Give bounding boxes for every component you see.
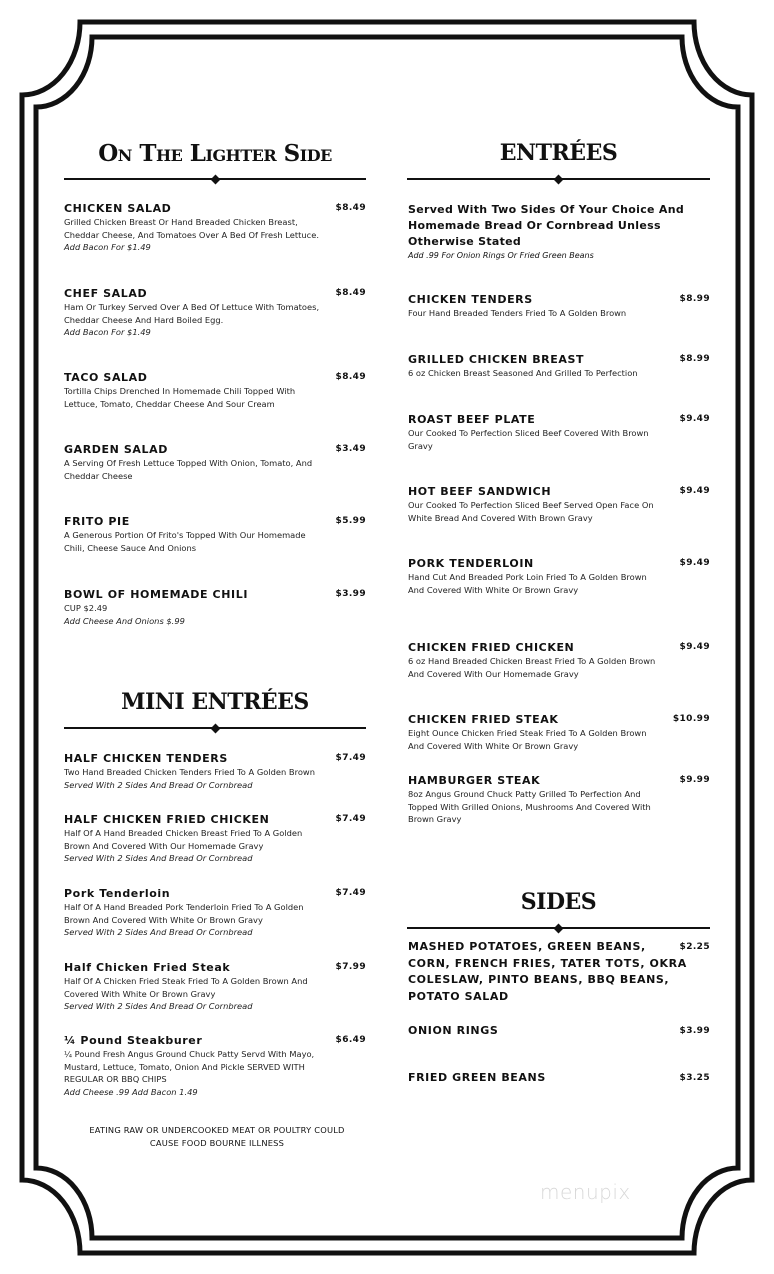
item-description: Lettuce, Tomato, Cheddar Cheese And Sour Cream — [64, 398, 275, 409]
item-description: 6 oz Chicken Breast Seasoned And Grilled To Perfection — [408, 368, 638, 378]
menu-item — [64, 813, 366, 865]
side-item — [408, 939, 710, 1005]
item-note: Add Cheese And Onions $.99 — [64, 615, 185, 626]
item-description: Cheddar Cheese — [64, 470, 133, 481]
menu-item — [408, 713, 710, 752]
item-description: Brown And Covered With White Or Brown Gravy — [64, 914, 263, 925]
item-price: $7.49 — [335, 753, 366, 763]
item-description: Covered With White Or Brown Gravy — [64, 988, 216, 999]
section-title: ENTRÉES — [499, 140, 618, 166]
section-title: On The Lighter Side — [98, 140, 332, 167]
section-title: SIDES — [520, 889, 597, 915]
side-item — [408, 1070, 710, 1087]
item-price: $8.49 — [335, 203, 366, 213]
menu-item — [408, 774, 710, 826]
item-name: PORK TENDERLOIN — [408, 557, 534, 570]
side-name: POTATO SALAD — [408, 989, 509, 1003]
item-description: Half Of A Hand Breaded Chicken Breast Fried To A Golden — [64, 828, 303, 838]
item-description: Chili, Cheese Sauce And Onions — [64, 542, 197, 553]
menu-item — [64, 371, 366, 410]
item-description: Four Hand Breaded Tenders Fried To A Golden Brown — [408, 308, 627, 318]
menu-item — [408, 641, 710, 680]
item-note: Add Cheese .99 Add Bacon 1.49 — [64, 1086, 198, 1097]
item-description: And Covered With White Or Brown Gravy — [408, 740, 579, 751]
item-description: Cheddar Cheese, And Tomatoes Over A Bed Of Fresh Lettuce. — [64, 229, 319, 240]
item-description: Gravy — [408, 440, 433, 451]
item-price: $9.49 — [679, 486, 710, 496]
item-price: $8.49 — [335, 288, 366, 298]
menu-item — [408, 293, 710, 320]
item-description: 6 oz Hand Breaded Chicken Breast Fried To A Golden Brown — [408, 656, 656, 666]
menu-item — [64, 752, 366, 791]
warning-line: CAUSE FOOD BOURNE ILLNESS — [149, 1137, 285, 1148]
item-description: White Bread And Covered With Brown Gravy — [408, 512, 593, 523]
menu-item — [64, 202, 366, 254]
entrees-intro — [408, 202, 708, 262]
item-description: And Covered With White Or Brown Gravy — [408, 584, 579, 595]
item-description: Cheddar Cheese And Hard Boiled Egg. — [64, 314, 224, 325]
menu-item — [64, 961, 366, 1013]
item-price: $8.99 — [679, 354, 710, 364]
item-note: Served With 2 Sides And Bread Or Cornbread — [64, 779, 253, 790]
menu-item — [64, 887, 366, 939]
item-description: Tortilla Chips Drenched In Homemade Chili Topped With — [64, 386, 296, 396]
side-name: FRIED GREEN BEANS — [408, 1071, 546, 1084]
item-name: FRITO PIE — [64, 515, 130, 528]
side-name: COLESLAW, PINTO BEANS, BBQ BEANS, — [408, 973, 670, 986]
item-name: Pork Tenderloin — [64, 887, 171, 900]
item-description: Two Hand Breaded Chicken Tenders Fried To A Golden Brown — [64, 767, 315, 777]
item-description: Ham Or Turkey Served Over A Bed Of Lettuce With Tomatoes, — [64, 302, 320, 312]
item-price: $3.99 — [335, 589, 366, 599]
side-name: CORN, FRENCH FRIES, TATER TOTS, OKRA — [408, 956, 687, 970]
item-name: CHEF SALAD — [64, 287, 148, 300]
item-price: $9.49 — [679, 558, 710, 568]
item-description: Hand Cut And Breaded Pork Loin Fried To A Golden Brown — [408, 572, 647, 582]
item-description: And Covered With Our Homemade Gravy — [408, 668, 579, 679]
item-description: Half Of A Chicken Fried Steak Fried To A Golden Brown And — [64, 976, 308, 986]
menu-item — [408, 353, 710, 380]
food-safety-warning — [64, 1124, 370, 1149]
item-note: Add Bacon For $1.49 — [64, 242, 151, 252]
item-price: $9.49 — [679, 642, 710, 652]
item-name: HOT BEEF SANDWICH — [408, 485, 552, 498]
item-price: $7.49 — [335, 814, 366, 824]
side-name: MASHED POTATOES, GREEN BEANS, — [408, 940, 646, 953]
side-name: ONION RINGS — [408, 1024, 499, 1037]
item-description: ¼ Pound Fresh Angus Ground Chuck Patty Servd With Mayo, — [64, 1049, 315, 1059]
item-price: $3.49 — [335, 444, 366, 454]
warning-line: EATING RAW OR UNDERCOOKED MEAT OR POULTRY COULD — [89, 1125, 345, 1135]
item-name: BOWL OF HOMEMADE CHILI — [64, 588, 249, 601]
watermark-logo: menupix — [540, 1180, 631, 1204]
intro-line: Otherwise Stated — [408, 235, 522, 248]
menu-item — [64, 287, 366, 339]
item-price: $9.99 — [679, 775, 710, 785]
item-note: Served With 2 Sides And Bread Or Cornbread — [64, 1001, 253, 1011]
item-price: $10.99 — [672, 714, 710, 724]
menu-item — [64, 588, 366, 627]
item-description: Brown Gravy — [408, 814, 462, 824]
item-name: HAMBURGER STEAK — [408, 774, 541, 787]
item-note: Add Bacon For $1.49 — [64, 327, 151, 337]
menu-item — [408, 413, 710, 452]
item-description: Our Cooked To Perfection Sliced Beef Served Open Face On — [408, 500, 654, 510]
side-item — [408, 1023, 710, 1040]
menu-item — [64, 1034, 366, 1098]
item-name: CHICKEN FRIED CHICKEN — [408, 641, 575, 654]
item-description: Mustard, Lettuce, Tomato, Onion And Pickle SERVED WITH — [64, 1061, 305, 1072]
item-price: $6.49 — [335, 1035, 366, 1045]
side-price: $3.99 — [679, 1026, 710, 1036]
item-description: Our Cooked To Perfection Sliced Beef Covered With Brown — [408, 428, 649, 438]
item-price: $9.49 — [679, 414, 710, 424]
item-name: GRILLED CHICKEN BREAST — [408, 353, 585, 366]
item-description: A Serving Of Fresh Lettuce Topped With Onion, Tomato, And — [64, 458, 313, 468]
item-name: CHICKEN FRIED STEAK — [408, 713, 559, 726]
item-name: ROAST BEEF PLATE — [408, 413, 536, 426]
item-description: Half Of A Hand Breaded Pork Tenderloin Fried To A Golden — [64, 902, 304, 912]
menu-item — [408, 485, 710, 524]
side-price: $2.25 — [679, 942, 710, 952]
item-note: Served With 2 Sides And Bread Or Cornbread — [64, 927, 253, 937]
item-description: Grilled Chicken Breast Or Hand Breaded Chicken Breast, — [64, 217, 298, 227]
item-name: CHICKEN TENDERS — [408, 293, 533, 306]
item-note: Served With 2 Sides And Bread Or Cornbread — [64, 853, 253, 863]
item-description: CUP $2.49 — [64, 603, 108, 613]
item-name: ¼ Pound Steakburer — [64, 1034, 203, 1047]
item-name: HALF CHICKEN TENDERS — [64, 752, 228, 765]
item-description: 8oz Angus Ground Chuck Patty Grilled To Perfection And — [408, 789, 641, 799]
menu-item — [408, 557, 710, 596]
intro-line: Homemade Bread Or Cornbread Unless — [408, 219, 661, 232]
menu-item — [64, 443, 366, 482]
item-description: REGULAR OR BBQ CHIPS — [64, 1074, 167, 1084]
item-description: Topped With Grilled Onions, Mushrooms And Covered With — [408, 801, 651, 812]
section-title: MINI ENTRÉES — [121, 689, 309, 715]
item-description: Brown And Covered With Our Homemade Gravy — [64, 840, 264, 851]
item-price: $7.99 — [335, 962, 366, 972]
intro-note: Add .99 For Onion Rings Or Fried Green Beans — [408, 251, 594, 260]
item-name: CHICKEN SALAD — [64, 202, 172, 215]
item-name: TACO SALAD — [64, 371, 148, 384]
item-price: $7.49 — [335, 888, 366, 898]
item-description: A Generous Portion Of Frito's Topped With Our Homemade — [64, 530, 306, 540]
item-name: Half Chicken Fried Steak — [64, 961, 231, 974]
item-price: $8.99 — [679, 294, 710, 304]
item-price: $8.49 — [335, 372, 366, 382]
item-name: HALF CHICKEN FRIED CHICKEN — [64, 813, 270, 826]
intro-line: Served With Two Sides Of Your Choice And — [408, 203, 685, 216]
menu-item — [64, 515, 366, 554]
item-description: Eight Ounce Chicken Fried Steak Fried To A Golden Brown — [408, 728, 647, 738]
side-price: $3.25 — [679, 1073, 710, 1083]
item-price: $5.99 — [335, 516, 366, 526]
item-name: GARDEN SALAD — [64, 443, 168, 456]
